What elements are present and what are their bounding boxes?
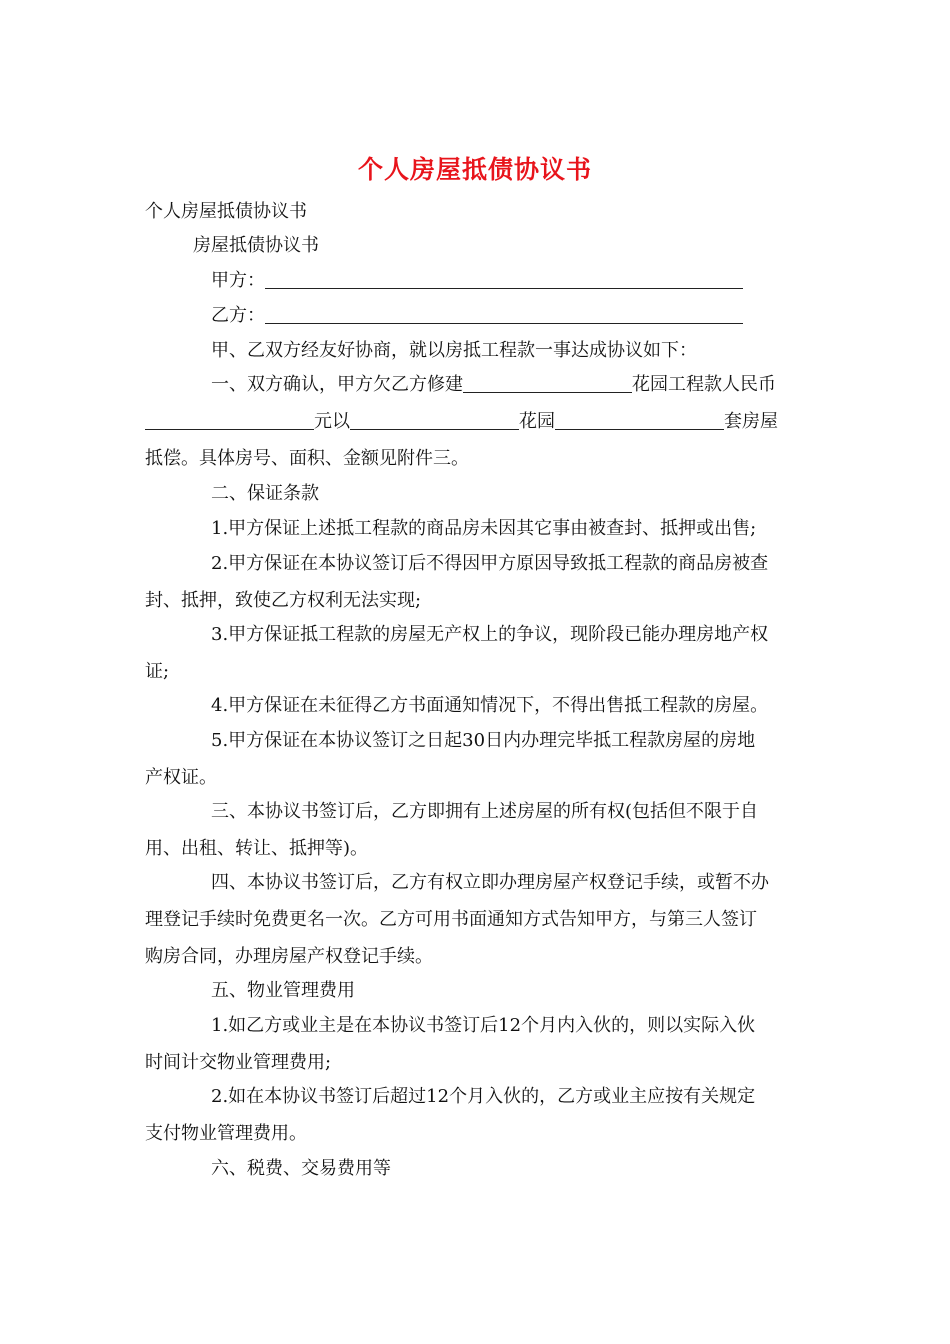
amount-blank bbox=[145, 411, 314, 430]
paragraph-line: 4.甲方保证在未征得乙方书面通知情况下，不得出售抵工程款的房屋。 bbox=[211, 695, 769, 716]
clause-1-line-2 bbox=[145, 409, 805, 435]
paragraph-line: 用、出租、转让、抵押等)。 bbox=[145, 838, 369, 859]
paragraph-line: 5.甲方保证在本协议签订之日起30日内办理完毕抵工程款房屋的房地 bbox=[211, 730, 756, 751]
paragraph-line: 产权证。 bbox=[145, 767, 217, 788]
paragraph-line: 支付物业管理费用。 bbox=[145, 1123, 307, 1144]
paragraph-line: 2.甲方保证在本协议签订后不得因甲方原因导致抵工程款的商品房被查 bbox=[211, 553, 769, 574]
paragraph-line: 理登记手续时免费更名一次。乙方可用书面通知方式告知甲方，与第三人签订 bbox=[145, 909, 757, 930]
clause-1-line bbox=[211, 372, 871, 398]
clause-1-text-4: 花园 bbox=[519, 411, 555, 432]
clause-1-text-3: 元以 bbox=[314, 411, 350, 432]
paragraph-line: 甲、乙双方经友好协商，就以房抵工程款一事达成协议如下： bbox=[211, 340, 697, 361]
party-a-line bbox=[211, 268, 871, 294]
paragraph-line: 2.如在本协议书签订后超过12个月入伙的，乙方或业主应按有关规定 bbox=[211, 1086, 756, 1107]
paragraph-line: 封、抵押，致使乙方权利无法实现; bbox=[145, 590, 422, 611]
section-heading: 二、保证条款 bbox=[211, 483, 319, 504]
paragraph-line: 购房合同，办理房屋产权登记手续。 bbox=[145, 946, 433, 967]
section-heading: 六、税费、交易费用等 bbox=[211, 1158, 391, 1179]
party-b-label: 乙方： bbox=[211, 305, 265, 326]
garden-blank bbox=[350, 411, 519, 430]
party-a-label: 甲方： bbox=[211, 270, 265, 291]
paragraph-line: 1.如乙方或业主是在本协议书签订后12个月内入伙的，则以实际入伙 bbox=[211, 1015, 756, 1036]
clause-1-text: 一、双方确认，甲方欠乙方修建 bbox=[211, 374, 463, 395]
paragraph-line: 1.甲方保证上述抵工程款的商品房未因其它事由被查封、抵押或出售; bbox=[211, 518, 757, 539]
paragraph-line: 3.甲方保证抵工程款的房屋无产权上的争议，现阶段已能办理房地产权 bbox=[211, 624, 769, 645]
garden-name-blank bbox=[463, 374, 632, 393]
paragraph-line: 四、本协议书签订后，乙方有权立即办理房屋产权登记手续，或暂不办 bbox=[211, 872, 769, 893]
paragraph-line: 抵偿。具体房号、面积、金额见附件三。 bbox=[145, 448, 469, 469]
party-b-blank bbox=[265, 305, 743, 324]
clause-1-text-5: 套房屋 bbox=[724, 411, 778, 432]
party-b-line bbox=[211, 303, 871, 329]
subtitle-line: 个人房屋抵债协议书 bbox=[145, 201, 307, 222]
paragraph-line: 三、本协议书签订后，乙方即拥有上述房屋的所有权(包括但不限于自 bbox=[211, 801, 759, 822]
heading-line: 房屋抵债协议书 bbox=[193, 235, 319, 256]
document-title: 个人房屋抵债协议书 bbox=[357, 155, 592, 184]
paragraph-line: 证; bbox=[145, 661, 170, 682]
party-a-blank bbox=[265, 270, 743, 289]
paragraph-line: 时间计交物业管理费用; bbox=[145, 1052, 332, 1073]
clause-1-text-2: 花园工程款人民币 bbox=[632, 374, 776, 395]
section-heading: 五、物业管理费用 bbox=[211, 980, 355, 1001]
units-blank bbox=[555, 411, 724, 430]
